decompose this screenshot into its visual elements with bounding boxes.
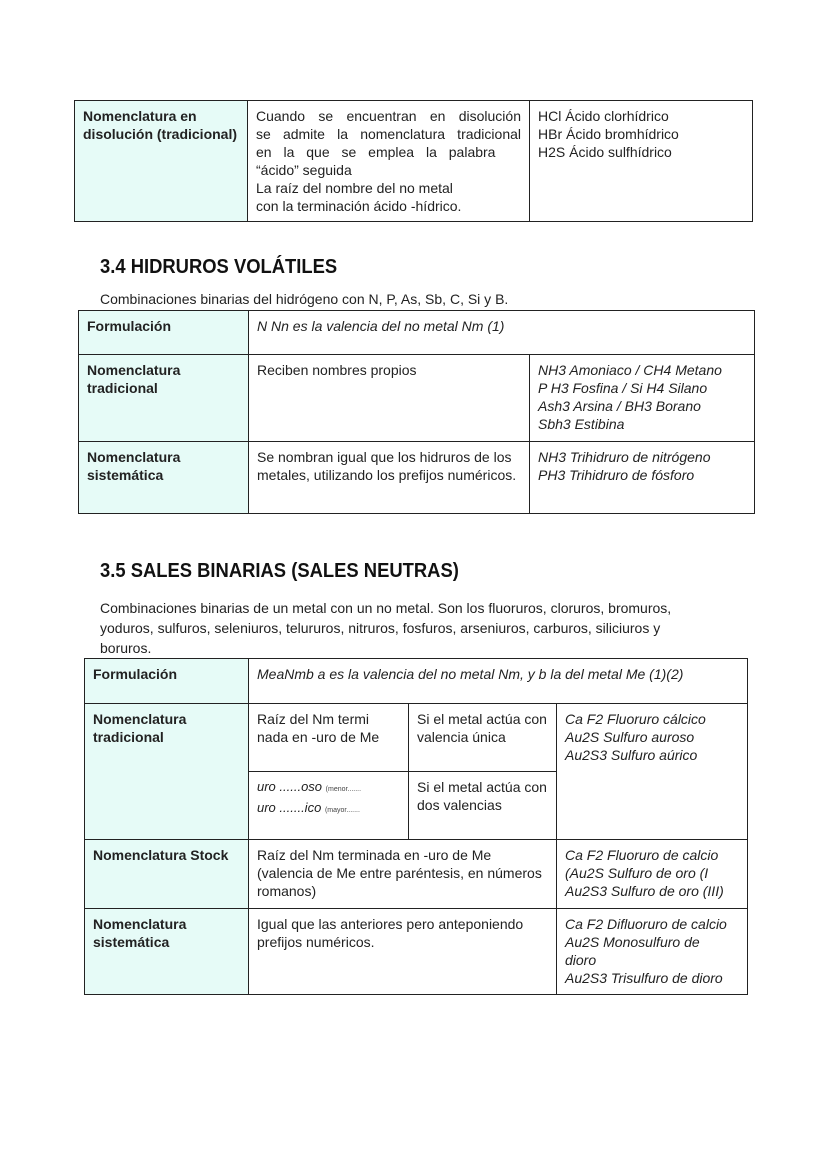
dos-valencias: Si el metal actúa con dos valencias — [409, 772, 557, 840]
desc-sistematica-sales: Igual que las anteriores pero anteponiendo prefijos numéricos. — [249, 909, 557, 995]
raiz-uro: Raíz del Nm termi nada en -uro de Me — [249, 704, 409, 772]
formula-hidruros: N Nn es la valencia del no metal Nm (1) — [249, 311, 755, 355]
formula-sales: MeaNmb a es la valencia del no metal Nm, y b la del metal Me (1)(2) — [249, 659, 748, 704]
desc-sistematica-hidruros: Se nombran igual que los hidruros de los metales, utilizando los prefijos numéricos. — [249, 442, 530, 514]
example-h2s: H2S Ácido sulfhídrico — [538, 144, 672, 160]
examples-tradicional-sales: Ca F2 Fluoruro cálcico Au2S Sulfuro auroso Au2S3 Sulfuro aúrico — [557, 704, 748, 840]
label-formulacion-sales: Formulación — [85, 659, 249, 704]
section-intro-3-5: Combinaciones binarias de un metal con un no metal. Son los fluoruros, cloruros, bromuros, yoduros, sulfuros, seleniuros, telururos, nitruros, fosfuros, arseniuros, carburos, siliciuros y boruros. — [100, 600, 672, 656]
label-disolucion: Nomenclatura en disolución (tradicional) — [75, 101, 248, 222]
label-formulacion-hidruros: Formulación — [79, 311, 249, 355]
label-sistematica-hidruros: Nomenclatura sistemática — [79, 442, 249, 514]
label-tradicional-hidruros: Nomenclatura tradicional — [79, 355, 249, 442]
uro-oso-ico: uro ......oso (menor....... uro .......ico (mayor....... — [249, 772, 409, 840]
desc-tradicional-hidruros: Reciben nombres propios — [249, 355, 530, 442]
label-tradicional-sales: Nomenclatura tradicional — [85, 704, 249, 840]
desc-stock-sales: Raíz del Nm terminada en -uro de Me (valencia de Me entre paréntesis, en números romanos) — [249, 840, 557, 909]
table-disolucion — [74, 100, 753, 222]
examples-tradicional-hidruros: NH3 Amoniaco / CH4 Metano P H3 Fosfina / Si H4 Silano Ash3 Arsina / BH3 Borano Sbh3 Estibina — [530, 355, 755, 442]
desc-disolucion: Cuando se encuentran en disolución se admite la nomenclatura tradicional en la que se emplea la palabra “ácido” seguida La raíz del nombre del no metal con la terminación ácido -hídrico. — [248, 101, 530, 222]
example-hbr: HBr Ácido bromhídrico — [538, 126, 679, 142]
label-stock-sales: Nomenclatura Stock — [85, 840, 249, 909]
table-sales — [84, 658, 748, 995]
section-intro-3-4: Combinaciones binarias del hidrógeno con N, P, As, Sb, C, Si y B. — [100, 291, 509, 307]
examples-sistematica-sales: Ca F2 Difluoruro de calcio Au2S Monosulfuro de dioro Au2S3 Trisulfuro de dioro — [557, 909, 748, 995]
table-hidruros — [78, 310, 755, 514]
example-hcl: HCl Ácido clorhídrico — [538, 108, 669, 124]
examples-stock-sales: Ca F2 Fluoruro de calcio (Au2S Sulfuro de oro (I Au2S3 Sulfuro de oro (III) — [557, 840, 748, 909]
section-title-3-4: 3.4 HIDRUROS VOLÁTILES — [100, 256, 338, 278]
examples-disolucion — [530, 101, 753, 222]
examples-sistematica-hidruros: NH3 Trihidruro de nitrógeno PH3 Trihidruro de fósforo — [530, 442, 755, 514]
section-title-3-5: 3.5 SALES BINARIAS (SALES NEUTRAS) — [100, 560, 459, 582]
valencia-unica: Si el metal actúa con valencia única — [409, 704, 557, 772]
label-sistematica-sales: Nomenclatura sistemática — [85, 909, 249, 995]
